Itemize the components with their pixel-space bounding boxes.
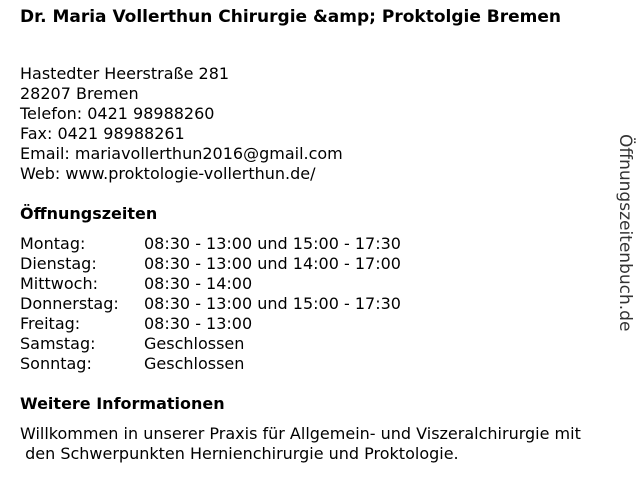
hours-time: 08:30 - 13:00	[144, 314, 253, 333]
hours-day: Samstag:	[20, 334, 96, 353]
hours-row-sunday	[20, 354, 401, 374]
hours-row-monday	[20, 234, 401, 254]
hours-row-thursday	[20, 294, 401, 314]
phone-line: Telefon: 0421 98988260	[20, 104, 215, 123]
hours-heading: Öffnungszeiten	[20, 204, 158, 223]
city-line: 28207 Bremen	[20, 84, 139, 103]
hours-day: Montag:	[20, 234, 86, 253]
hours-time: 08:30 - 13:00 und 15:00 - 17:30	[144, 234, 401, 253]
hours-time: Geschlossen	[144, 354, 245, 373]
hours-day: Mittwoch:	[20, 274, 98, 293]
hours-day: Donnerstag:	[20, 294, 119, 313]
hours-time: 08:30 - 14:00	[144, 274, 253, 293]
hours-row-saturday	[20, 334, 401, 354]
info-line: den Schwerpunkten Hernienchirurgie und Proktologie.	[20, 444, 459, 463]
watermark: Öffnungszeitenbuch.de	[615, 134, 635, 332]
info-text	[20, 424, 635, 464]
hours-time: 08:30 - 13:00 und 14:00 - 17:00	[144, 254, 401, 273]
email-line: Email: mariavollerthun2016@gmail.com	[20, 144, 343, 163]
hours-table	[20, 234, 401, 374]
hours-day: Sonntag:	[20, 354, 92, 373]
hours-time: Geschlossen	[144, 334, 245, 353]
hours-row-friday	[20, 314, 401, 334]
hours-time: 08:30 - 13:00 und 15:00 - 17:30	[144, 294, 401, 313]
hours-row-wednesday	[20, 274, 401, 294]
hours-day: Freitag:	[20, 314, 81, 333]
address-block	[20, 64, 343, 184]
hours-row-tuesday	[20, 254, 401, 274]
street-line: Hastedter Heerstraße 281	[20, 64, 230, 83]
info-heading: Weitere Informationen	[20, 394, 225, 413]
hours-day: Dienstag:	[20, 254, 97, 273]
fax-line: Fax: 0421 98988261	[20, 124, 185, 143]
web-line: Web: www.proktologie-vollerthun.de/	[20, 164, 316, 183]
info-line: Willkommen in unserer Praxis für Allgemein- und Viszeralchirurgie mit	[20, 424, 581, 443]
page-title: Dr. Maria Vollerthun Chirurgie &amp; Proktolgie Bremen	[20, 7, 562, 27]
